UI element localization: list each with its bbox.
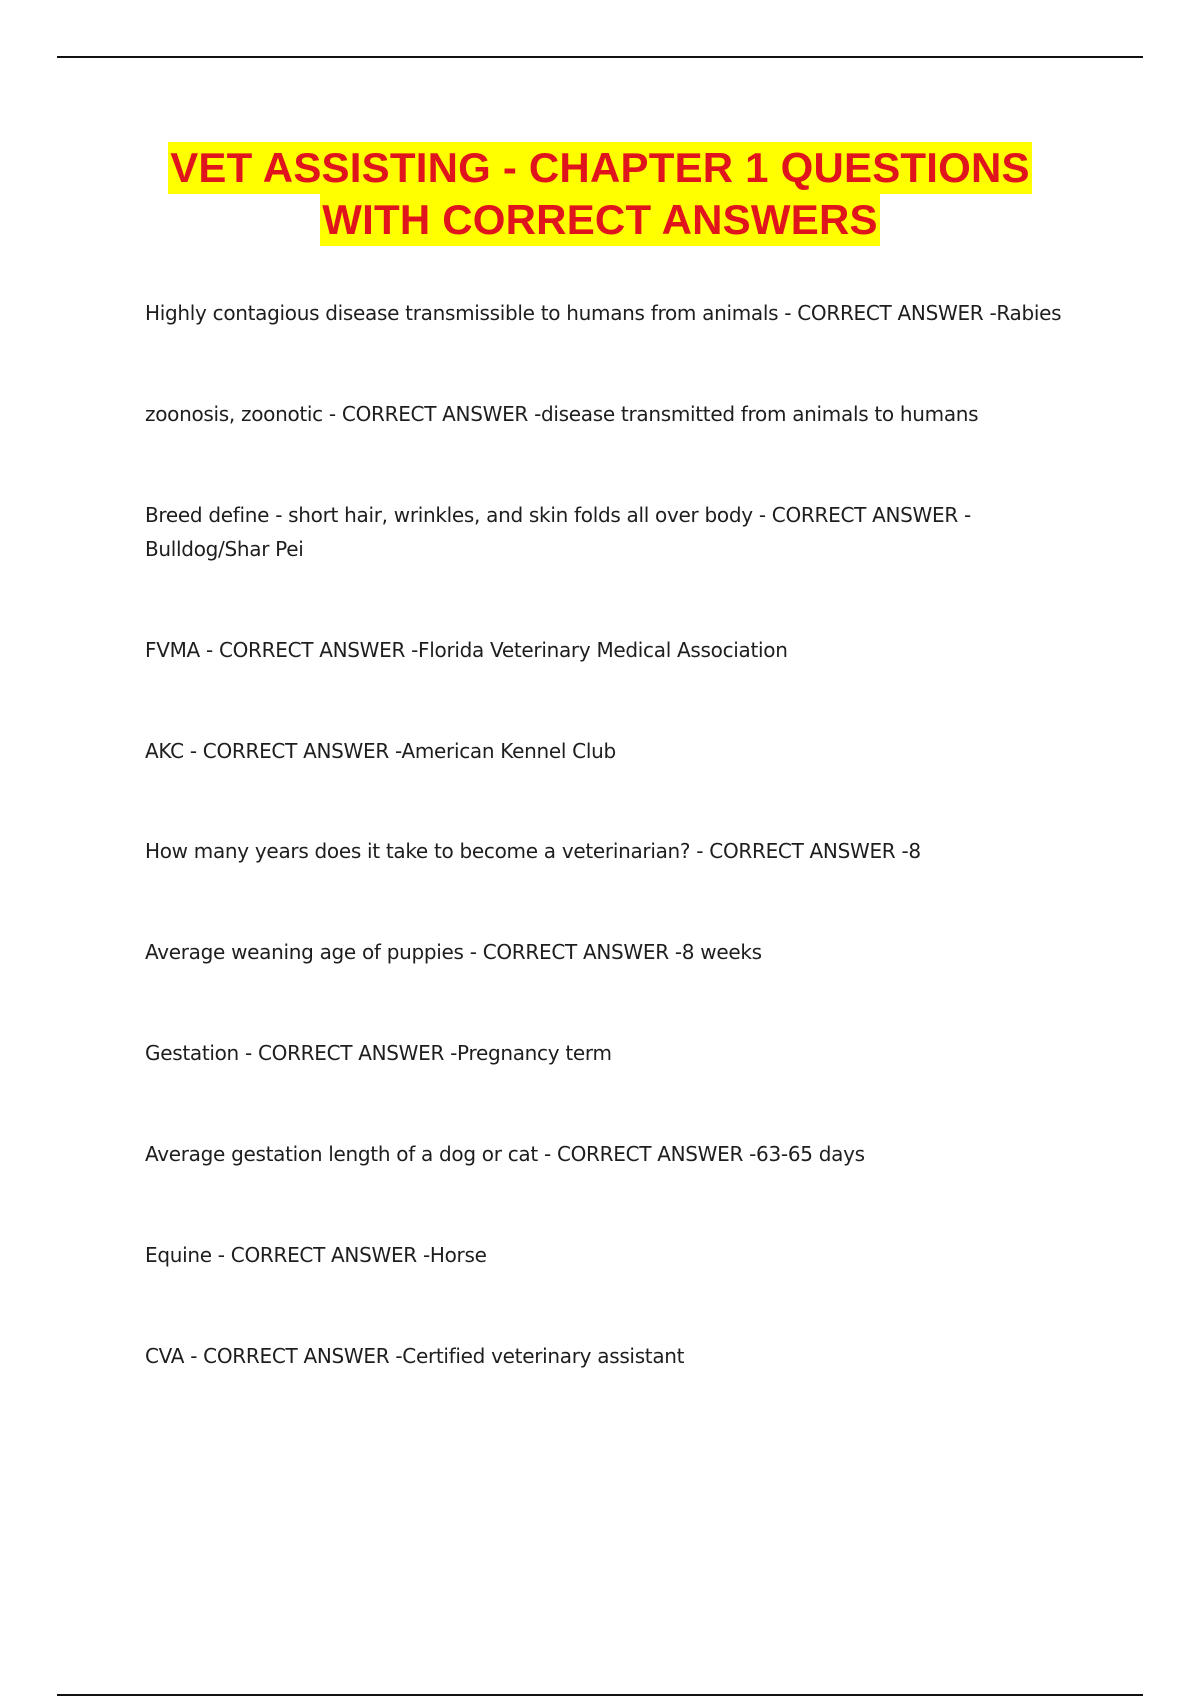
qa-item: zoonosis, zoonotic - CORRECT ANSWER -disease transmitted from animals to humans (145, 402, 979, 426)
qa-item: How many years does it take to become a veterinarian? - CORRECT ANSWER -8 (145, 839, 921, 863)
title-line-2: WITH CORRECT ANSWERS (320, 194, 879, 246)
qa-item: Equine - CORRECT ANSWER -Horse (145, 1243, 487, 1267)
qa-list (145, 296, 1085, 1379)
footer-rule (57, 1694, 1143, 1696)
qa-item: CVA - CORRECT ANSWER -Certified veterinary assistant (145, 1344, 685, 1368)
header-rule (57, 56, 1143, 58)
qa-item: Breed define - short hair, wrinkles, and skin folds all over body - CORRECT ANSWER - Bulldog/Shar Pei (145, 503, 971, 561)
qa-item: AKC - CORRECT ANSWER -American Kennel Club (145, 739, 616, 763)
qa-item: Average weaning age of puppies - CORRECT ANSWER -8 weeks (145, 940, 762, 964)
qa-item: Gestation - CORRECT ANSWER -Pregnancy term (145, 1041, 612, 1065)
title-line-1: VET ASSISTING - CHAPTER 1 QUESTIONS (168, 142, 1032, 194)
document-title (0, 142, 1200, 246)
qa-item: Highly contagious disease transmissible to humans from animals - CORRECT ANSWER -Rabies (145, 301, 1062, 325)
qa-item: FVMA - CORRECT ANSWER -Florida Veterinary Medical Association (145, 638, 788, 662)
qa-item: Average gestation length of a dog or cat - CORRECT ANSWER -63-65 days (145, 1142, 865, 1166)
